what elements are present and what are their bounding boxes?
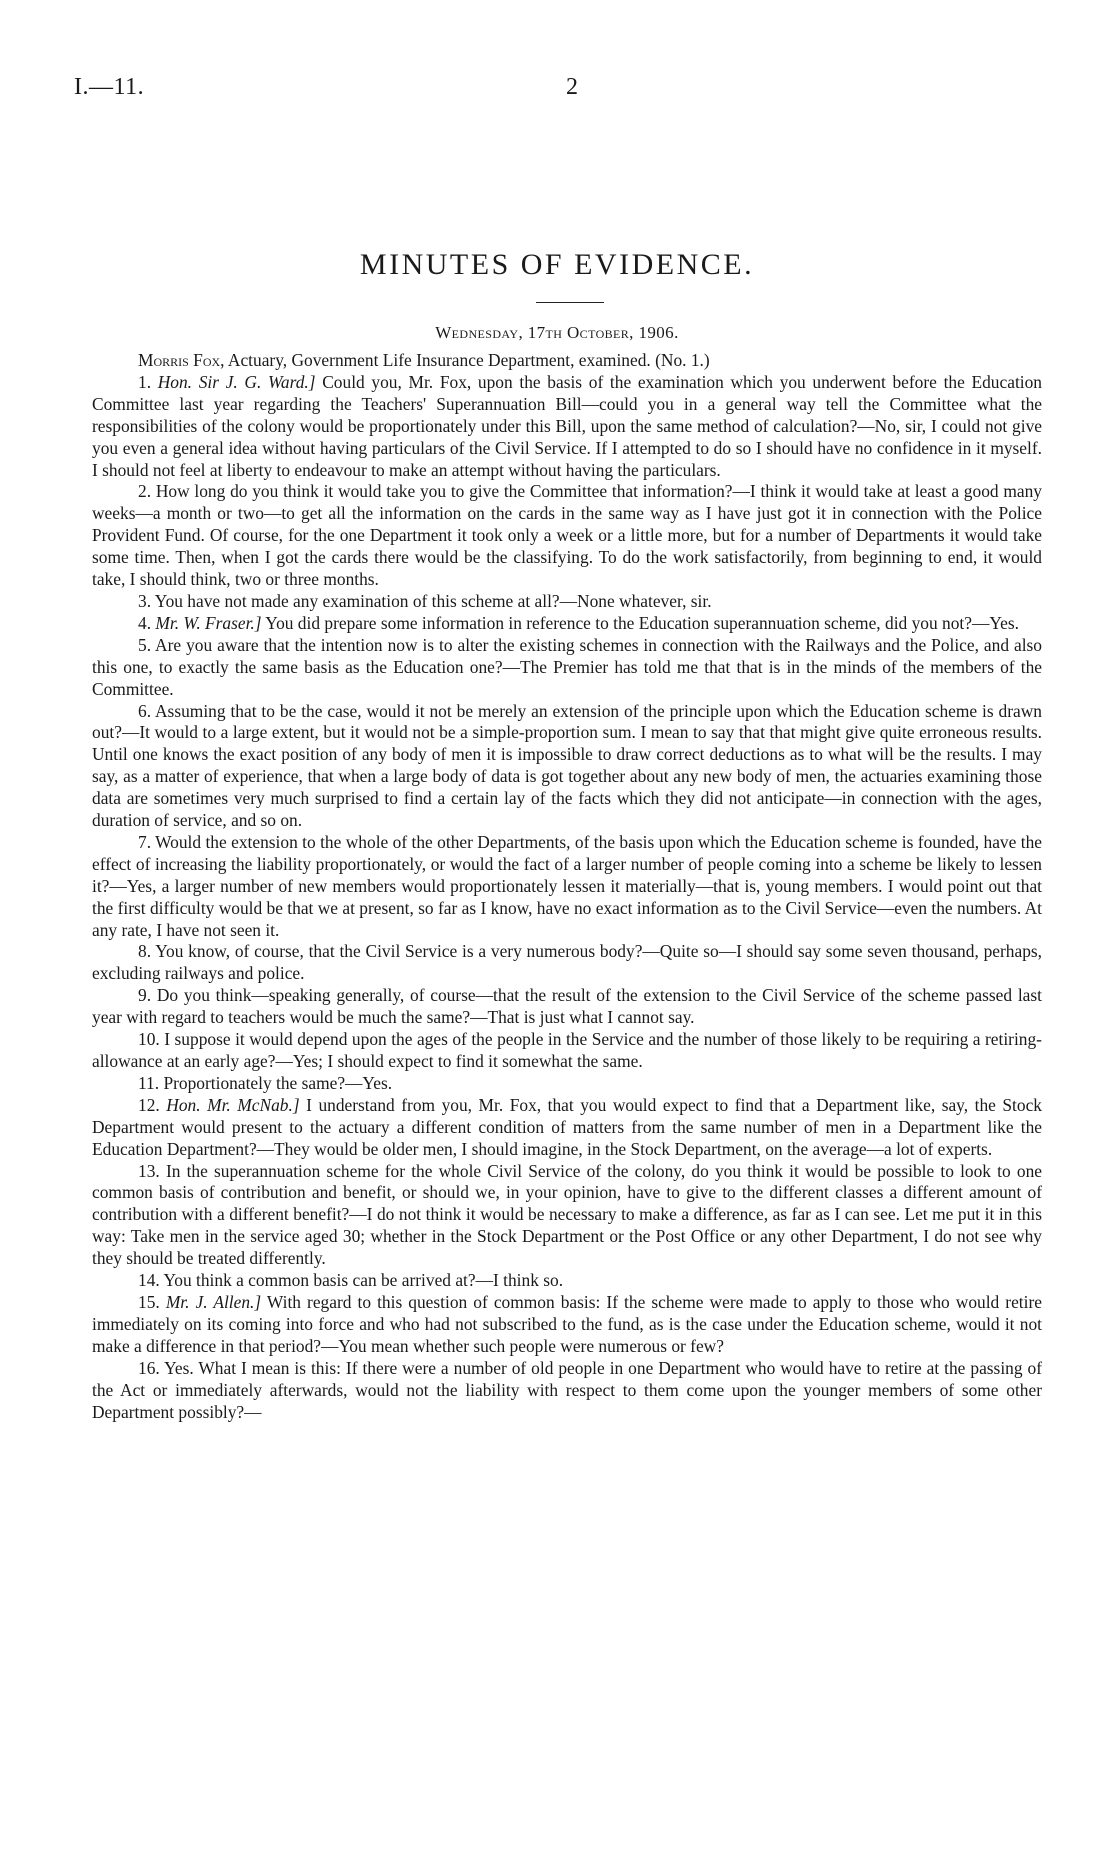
question-number: 16. bbox=[138, 1357, 160, 1378]
question-number: 11. bbox=[138, 1072, 160, 1093]
question-text: Proportionately the same?—Yes. bbox=[163, 1072, 393, 1093]
report-reference: I.—11. bbox=[74, 74, 145, 100]
questioner-name: Hon. Sir J. G. Ward.] bbox=[157, 371, 316, 392]
question-text: How long do you think it would take you to give the Committee that information?—I think it would take at least a good many weeks—a month or two—to get all the information on the cards in the same way as I have just got it in connection with the Police Provident Fund. Of course, for the one Department it took only a week or a little more, but for a number of Departments it would take some time. Then, when I got the cards there would be the classifying. To do the work satisfactorily, from beginning to end, it would take, I should think, two or three months. bbox=[92, 481, 1042, 590]
question-number: 13. bbox=[138, 1160, 160, 1181]
question-number: 7. bbox=[138, 831, 152, 852]
question-paragraph bbox=[92, 985, 1042, 1029]
question-paragraph bbox=[92, 1073, 1042, 1095]
question-number: 5. bbox=[138, 634, 152, 655]
question-paragraph bbox=[92, 1358, 1042, 1424]
question-paragraph bbox=[92, 832, 1042, 942]
question-text: You know, of course, that the Civil Service is a very numerous body?—Quite so—I should say some seven thousand, perhaps, excluding railways and police. bbox=[92, 941, 1042, 984]
question-paragraph bbox=[92, 372, 1042, 482]
question-paragraph bbox=[92, 941, 1042, 985]
question-number: 8. bbox=[138, 941, 152, 962]
question-text: Assuming that to be the case, would it not be merely an extension of the principle upon which the Education scheme is drawn out?—It would to a large extent, but it would not be a simple-proportion sum. I mean to say that that might give quite erroneous results. Until one knows the exact position of any body of men it is impossible to draw correct deductions as to what will be the results. I may say, as a matter of experience, that when a large body of data is got together about any new body of men, the actuaries examining those data are sometimes very much surprised to find a certain lay of the facts which they did not anticipate—in connection with the ages, duration of service, and so on. bbox=[92, 700, 1042, 831]
question-text: Do you think—speaking generally, of course—that the result of the extension to the Civil Service of the scheme passed last year with regard to teachers would be much the same?—That is just what I cannot say. bbox=[92, 985, 1042, 1028]
question-paragraph bbox=[92, 635, 1042, 701]
question-paragraph bbox=[92, 1292, 1042, 1358]
question-paragraph bbox=[92, 701, 1042, 832]
question-text: In the superannuation scheme for the whole Civil Service of the colony, do you think it would be possible to look to one common basis of contribution and benefit, or should we, in your opinion, have to give to the different classes a different amount of contribution with a different benefit?—I do not think it would be necessary to make a difference, as far as I can see. Let me put it in this way: Take men in the service aged 30; whether in the Stock Department or the Post Office or any other Department, I do not see why they should be treated differently. bbox=[92, 1160, 1042, 1269]
page-number: 2 bbox=[566, 74, 578, 100]
question-text: With regard to this question of common basis: If the scheme were made to apply to those who would retire immediately on its coming into force and who had not subscribed to the fund, as is the case under the Education scheme, would it not make a difference in that period?—You mean whether such people were numerous or few? bbox=[92, 1291, 1042, 1356]
evidence-body bbox=[92, 350, 1042, 1423]
question-text: I suppose it would depend upon the ages of the people in the Service and the number of those likely to be requiring a retiring-allowance at an early age?—Yes; I should expect to find it somewhat the same. bbox=[92, 1029, 1042, 1071]
question-text: I understand from you, Mr. Fox, that you would expect to find that a Department like, say, the Stock Department would present to the actuary a different condition of matters from the same number of men in a Department like the Education Department?—They would be older men, I should imagine, in the Stock Department, on the average—a lot of experts. bbox=[92, 1094, 1042, 1159]
title-divider bbox=[536, 302, 604, 303]
question-text: You have not made any examination of this scheme at all?—None whatever, sir. bbox=[154, 590, 712, 611]
question-text: You think a common basis can be arrived at?—I think so. bbox=[163, 1270, 564, 1291]
question-number: 9. bbox=[138, 985, 152, 1006]
question-text: You did prepare some information in reference to the Education superannuation scheme, did you not?—Yes. bbox=[261, 612, 1019, 633]
witness-name: Morris Fox bbox=[138, 350, 221, 370]
question-paragraph bbox=[92, 591, 1042, 613]
question-number: 3. bbox=[138, 590, 152, 611]
question-number: 2. bbox=[138, 481, 152, 502]
question-paragraph bbox=[92, 1161, 1042, 1271]
question-number: 12. bbox=[138, 1094, 160, 1115]
witness-description: , Actuary, Government Life Insurance Department, examined. (No. 1.) bbox=[220, 350, 710, 370]
question-number: 4. bbox=[138, 612, 152, 633]
question-paragraph bbox=[92, 613, 1042, 635]
question-number: 1. bbox=[138, 371, 152, 392]
questioner-name: Hon. Mr. McNab.] bbox=[166, 1094, 300, 1115]
question-number: 15. bbox=[138, 1291, 160, 1312]
question-list bbox=[92, 372, 1042, 1424]
question-text: Could you, Mr. Fox, upon the basis of the examination which you underwent before the Education Committee last year regarding the Teachers' Superannuation Bill—could you in a general way tell the Committee what the responsibilities of the colony would be proportionately under this Bill, upon the same method of calculation?—No, sir, I could not give you even a general idea without having particulars of the Civil Service. If I attempted to do so I should have no confidence in it myself. I should not feel at liberty to endeavour to make an attempt without having the particulars. bbox=[92, 371, 1042, 480]
session-date: Wednesday, 17th October, 1906. bbox=[435, 323, 679, 342]
questioner-name: Mr. J. Allen.] bbox=[165, 1291, 262, 1312]
question-text: Are you aware that the intention now is to alter the existing schemes in connection with the Railways and the Police, and also this one, to exactly the same basis as the Education one?—The Premier has told me that that is in the minds of the members of the Committee. bbox=[92, 634, 1042, 699]
question-paragraph bbox=[92, 1270, 1042, 1292]
question-text: Yes. What I mean is this: If there were a number of old people in one Department who would have to retire at the passing of the Act or immediately afterwards, would not the liability with respect to them come upon the younger members of some other Department possibly?— bbox=[92, 1357, 1043, 1422]
question-number: 10. bbox=[138, 1029, 160, 1050]
question-number: 6. bbox=[138, 700, 152, 721]
question-paragraph bbox=[92, 1029, 1042, 1073]
question-text: Would the extension to the whole of the other Departments, of the basis upon which the Education scheme is founded, have the effect of increasing the liability proportionately, or would the fact of a larger number of people coming into a scheme be likely to lessen it?—Yes, a larger number of new members would proportionately lessen it materially—that is, young members. I would point out that the first difficulty would be that we at present, so far as I know, have no exact information as to the Civil Service—even the numbers. At any rate, I have not seen it. bbox=[92, 831, 1042, 940]
document-title: MINUTES OF EVIDENCE. bbox=[359, 248, 755, 281]
witness-intro bbox=[92, 350, 1042, 372]
questioner-name: Mr. W. Fraser.] bbox=[155, 612, 262, 633]
question-paragraph bbox=[92, 481, 1042, 591]
question-number: 14. bbox=[138, 1270, 160, 1291]
question-paragraph bbox=[92, 1095, 1042, 1161]
